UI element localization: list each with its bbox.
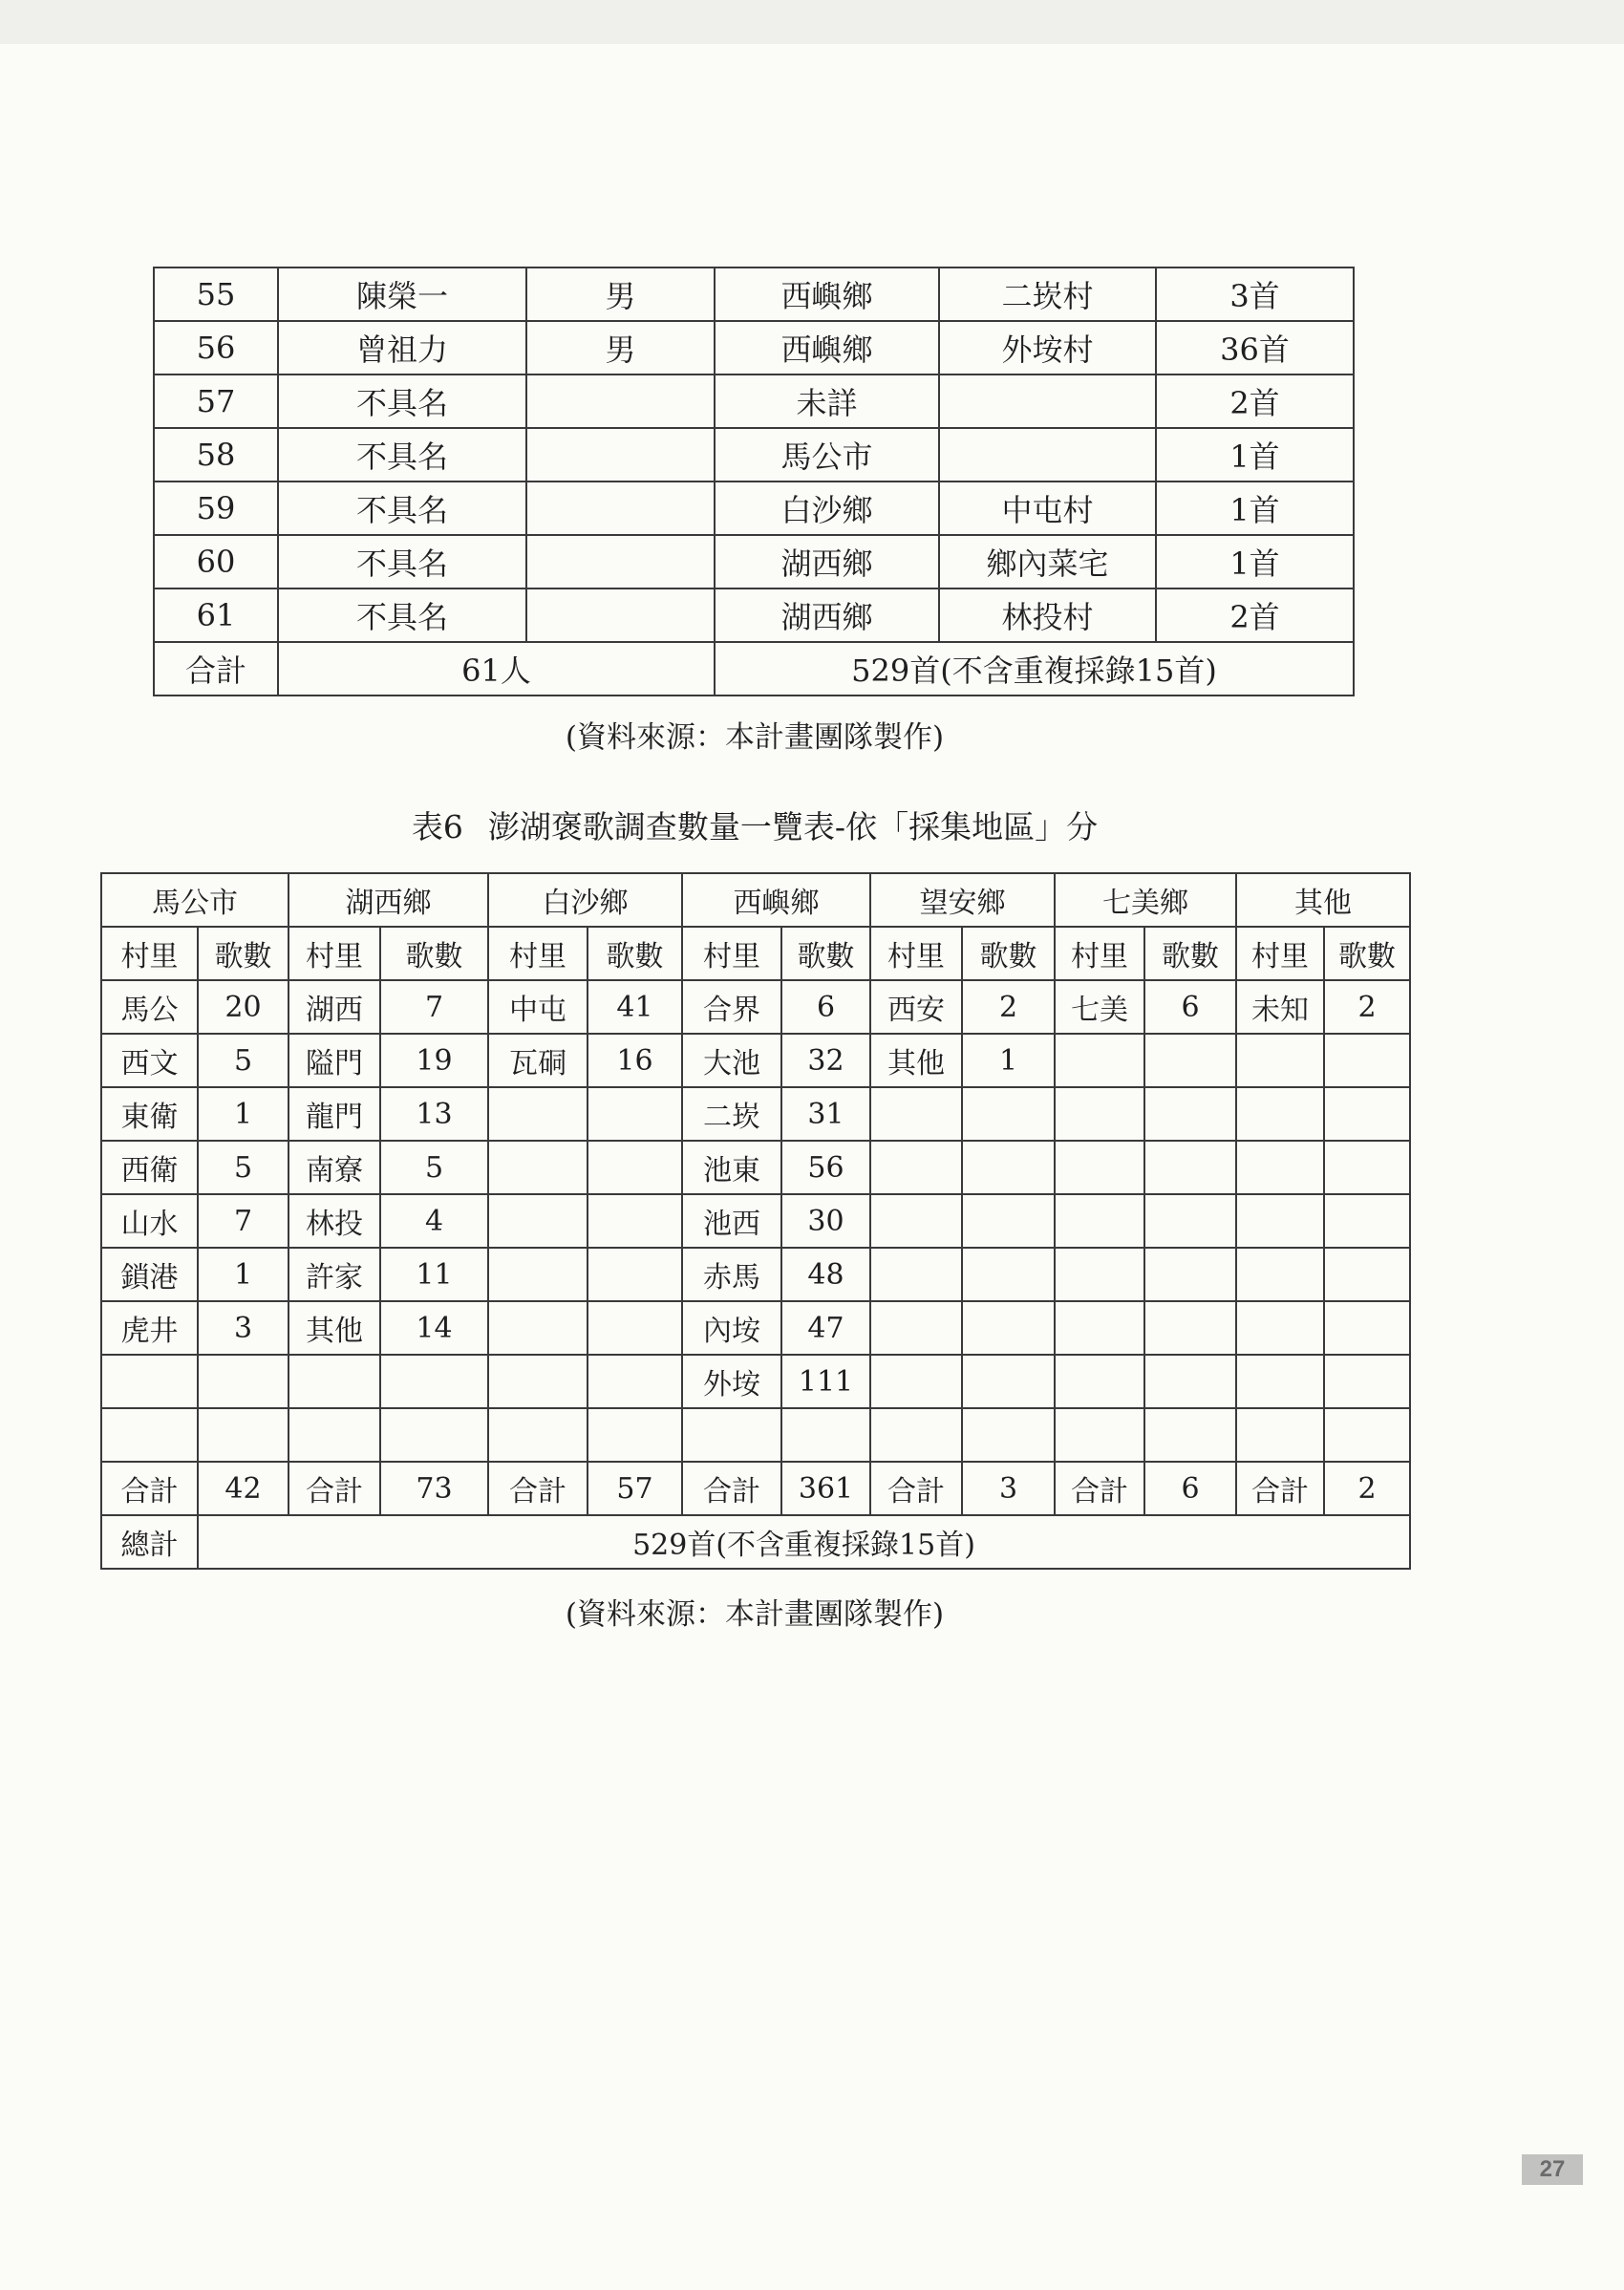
empty-cell <box>1324 1087 1410 1141</box>
empty-cell <box>1236 1248 1324 1301</box>
contributors-total-row <box>154 642 1354 696</box>
village-name-cell: 池西 <box>682 1194 781 1248</box>
village-name-cell: 山水 <box>101 1194 198 1248</box>
empty-cell <box>488 1248 588 1301</box>
contributor-township-cell: 湖西鄉 <box>715 589 939 642</box>
empty-cell <box>588 1141 682 1194</box>
village-count-cell: 2 <box>1324 980 1410 1034</box>
region-header-row <box>101 873 1410 927</box>
village-count-cell: 41 <box>588 980 682 1034</box>
contributor-songs-cell: 1首 <box>1156 428 1354 482</box>
region-total-value-cell: 3 <box>962 1462 1055 1515</box>
contributor-row <box>154 268 1354 321</box>
village-name-cell: 鎖港 <box>101 1248 198 1301</box>
total-label-cell: 合計 <box>154 642 278 696</box>
empty-cell <box>1144 1355 1236 1408</box>
region-total-label-cell: 合計 <box>870 1462 962 1515</box>
village-count-cell: 111 <box>781 1355 870 1408</box>
contributor-songs-cell: 1首 <box>1156 535 1354 589</box>
contributor-name-cell: 不具名 <box>278 535 526 589</box>
empty-cell <box>1144 1408 1236 1462</box>
contributor-no-cell: 58 <box>154 428 278 482</box>
village-name-cell: 東衛 <box>101 1087 198 1141</box>
contributor-songs-cell: 3首 <box>1156 268 1354 321</box>
empty-cell <box>588 1087 682 1141</box>
empty-cell <box>962 1141 1055 1194</box>
village-name-cell: 瓦硐 <box>488 1034 588 1087</box>
region-header-cell: 西嶼鄉 <box>682 873 870 927</box>
table6-source-caption: (資料來源：本計畫團隊製作) <box>565 1597 945 1632</box>
contributor-township-cell: 馬公市 <box>715 428 939 482</box>
contributor-name-cell: 不具名 <box>278 428 526 482</box>
village-row <box>101 1034 1410 1087</box>
empty-cell <box>488 1087 588 1141</box>
contributor-gender-cell: 男 <box>526 321 715 375</box>
empty-cell <box>588 1194 682 1248</box>
region-total-label-cell: 合計 <box>488 1462 588 1515</box>
empty-cell <box>288 1408 380 1462</box>
contributor-no-cell: 56 <box>154 321 278 375</box>
village-name-cell: 池東 <box>682 1141 781 1194</box>
village-row <box>101 1408 1410 1462</box>
table6-number: 表6 <box>411 808 463 845</box>
empty-cell <box>588 1355 682 1408</box>
empty-cell <box>962 1248 1055 1301</box>
contributor-songs-cell: 2首 <box>1156 589 1354 642</box>
contributor-songs-cell: 36首 <box>1156 321 1354 375</box>
village-name-cell: 其他 <box>288 1301 380 1355</box>
count-header-cell: 歌數 <box>588 927 682 980</box>
empty-cell <box>1324 1248 1410 1301</box>
region-total-label-cell: 合計 <box>1055 1462 1144 1515</box>
village-count-cell: 2 <box>962 980 1055 1034</box>
village-row <box>101 1194 1410 1248</box>
village-row <box>101 980 1410 1034</box>
contributor-row <box>154 428 1354 482</box>
empty-cell <box>1324 1141 1410 1194</box>
contributor-village-cell: 鄉內菜宅 <box>939 535 1156 589</box>
contributor-name-cell: 陳榮一 <box>278 268 526 321</box>
contributor-gender-cell <box>526 589 715 642</box>
village-name-cell: 七美 <box>1055 980 1144 1034</box>
village-count-cell: 1 <box>198 1087 288 1141</box>
village-name-cell: 西安 <box>870 980 962 1034</box>
grand-total-value-cell: 529首(不含重複採錄15首) <box>198 1515 1410 1569</box>
contributor-songs-cell: 2首 <box>1156 375 1354 428</box>
empty-cell <box>1236 1087 1324 1141</box>
empty-cell <box>588 1301 682 1355</box>
contributor-row <box>154 375 1354 428</box>
village-count-cell: 5 <box>198 1141 288 1194</box>
region-total-value-cell: 6 <box>1144 1462 1236 1515</box>
contributor-village-cell: 二崁村 <box>939 268 1156 321</box>
village-count-cell: 20 <box>198 980 288 1034</box>
village-row <box>101 1087 1410 1141</box>
village-header-cell: 村里 <box>682 927 781 980</box>
village-row <box>101 1248 1410 1301</box>
village-count-cell: 5 <box>198 1034 288 1087</box>
empty-cell <box>962 1355 1055 1408</box>
village-count-cell: 56 <box>781 1141 870 1194</box>
empty-cell <box>380 1408 488 1462</box>
empty-cell <box>682 1408 781 1462</box>
region-counts-table <box>100 872 1411 1570</box>
region-total-label-cell: 合計 <box>101 1462 198 1515</box>
empty-cell <box>488 1408 588 1462</box>
village-count-cell: 4 <box>380 1194 488 1248</box>
contributor-no-cell: 61 <box>154 589 278 642</box>
empty-cell <box>1055 1034 1144 1087</box>
village-row <box>101 1355 1410 1408</box>
contributor-songs-cell: 1首 <box>1156 482 1354 535</box>
contributor-township-cell: 西嶼鄉 <box>715 268 939 321</box>
empty-cell <box>101 1408 198 1462</box>
count-header-cell: 歌數 <box>1324 927 1410 980</box>
count-header-cell: 歌數 <box>962 927 1055 980</box>
village-name-cell: 赤馬 <box>682 1248 781 1301</box>
empty-cell <box>1236 1301 1324 1355</box>
village-name-cell: 西文 <box>101 1034 198 1087</box>
empty-cell <box>1144 1194 1236 1248</box>
empty-cell <box>870 1087 962 1141</box>
region-total-value-cell: 2 <box>1324 1462 1410 1515</box>
count-header-cell: 歌數 <box>781 927 870 980</box>
village-header-cell: 村里 <box>101 927 198 980</box>
empty-cell <box>1324 1301 1410 1355</box>
scan-top-band <box>0 0 1624 44</box>
contributor-row <box>154 535 1354 589</box>
empty-cell <box>1324 1034 1410 1087</box>
empty-cell <box>962 1087 1055 1141</box>
contributor-village-cell: 林投村 <box>939 589 1156 642</box>
contributor-village-cell: 外垵村 <box>939 321 1156 375</box>
contributor-no-cell: 59 <box>154 482 278 535</box>
village-count-cell: 14 <box>380 1301 488 1355</box>
empty-cell <box>1055 1248 1144 1301</box>
count-header-cell: 歌數 <box>1144 927 1236 980</box>
contributor-village-cell <box>939 375 1156 428</box>
empty-cell <box>380 1355 488 1408</box>
contributor-gender-cell <box>526 375 715 428</box>
village-count-cell: 48 <box>781 1248 870 1301</box>
empty-cell <box>1236 1034 1324 1087</box>
contributor-township-cell: 未詳 <box>715 375 939 428</box>
village-name-cell: 未知 <box>1236 980 1324 1034</box>
empty-cell <box>1144 1141 1236 1194</box>
grand-total-row <box>101 1515 1410 1569</box>
empty-cell <box>962 1301 1055 1355</box>
region-header-cell: 馬公市 <box>101 873 288 927</box>
region-counts-table-body <box>101 873 1410 1569</box>
empty-cell <box>870 1141 962 1194</box>
region-total-value-cell: 73 <box>380 1462 488 1515</box>
village-count-cell: 16 <box>588 1034 682 1087</box>
empty-cell <box>962 1408 1055 1462</box>
contributor-village-cell: 中屯村 <box>939 482 1156 535</box>
count-header-cell: 歌數 <box>380 927 488 980</box>
village-name-cell: 許家 <box>288 1248 380 1301</box>
region-total-row <box>101 1462 1410 1515</box>
region-total-label-cell: 合計 <box>288 1462 380 1515</box>
empty-cell <box>488 1355 588 1408</box>
contributors-table <box>153 267 1355 696</box>
village-count-cell: 1 <box>198 1248 288 1301</box>
village-name-cell: 龍門 <box>288 1087 380 1141</box>
empty-cell <box>1324 1194 1410 1248</box>
region-header-cell: 七美鄉 <box>1055 873 1236 927</box>
sub-header-row <box>101 927 1410 980</box>
village-row <box>101 1141 1410 1194</box>
page-number: 27 <box>1522 2154 1583 2185</box>
contributor-name-cell: 不具名 <box>278 482 526 535</box>
empty-cell <box>1144 1034 1236 1087</box>
village-count-cell: 47 <box>781 1301 870 1355</box>
empty-cell <box>1055 1355 1144 1408</box>
village-name-cell: 其他 <box>870 1034 962 1087</box>
region-header-cell: 白沙鄉 <box>488 873 682 927</box>
village-header-cell: 村里 <box>1055 927 1144 980</box>
village-name-cell: 大池 <box>682 1034 781 1087</box>
village-header-cell: 村里 <box>488 927 588 980</box>
village-header-cell: 村里 <box>288 927 380 980</box>
village-name-cell: 外垵 <box>682 1355 781 1408</box>
empty-cell <box>288 1355 380 1408</box>
empty-cell <box>1055 1301 1144 1355</box>
contributor-township-cell: 西嶼鄉 <box>715 321 939 375</box>
empty-cell <box>488 1301 588 1355</box>
village-name-cell: 隘門 <box>288 1034 380 1087</box>
village-name-cell: 二崁 <box>682 1087 781 1141</box>
village-name-cell: 合界 <box>682 980 781 1034</box>
table6-title <box>373 808 1137 846</box>
contributor-name-cell: 曾祖力 <box>278 321 526 375</box>
contributor-name-cell: 不具名 <box>278 589 526 642</box>
empty-cell <box>1144 1087 1236 1141</box>
contributor-name-cell: 不具名 <box>278 375 526 428</box>
empty-cell <box>198 1355 288 1408</box>
region-total-value-cell: 42 <box>198 1462 288 1515</box>
village-name-cell: 內垵 <box>682 1301 781 1355</box>
total-songs-cell: 529首(不含重複採錄15首) <box>715 642 1354 696</box>
empty-cell <box>1236 1141 1324 1194</box>
contributor-township-cell: 湖西鄉 <box>715 535 939 589</box>
village-name-cell: 西衛 <box>101 1141 198 1194</box>
village-count-cell: 32 <box>781 1034 870 1087</box>
contributor-gender-cell <box>526 428 715 482</box>
empty-cell <box>1055 1141 1144 1194</box>
empty-cell <box>1144 1248 1236 1301</box>
empty-cell <box>962 1194 1055 1248</box>
table6-title-text: 澎湖褒歌調查數量一覽表-依「採集地區」分 <box>487 808 1099 845</box>
empty-cell <box>870 1194 962 1248</box>
contributor-gender-cell <box>526 535 715 589</box>
village-count-cell: 1 <box>962 1034 1055 1087</box>
empty-cell <box>870 1301 962 1355</box>
count-header-cell: 歌數 <box>198 927 288 980</box>
contributor-gender-cell: 男 <box>526 268 715 321</box>
contributor-no-cell: 60 <box>154 535 278 589</box>
contributors-table-body <box>154 268 1354 642</box>
contributor-no-cell: 57 <box>154 375 278 428</box>
empty-cell <box>588 1248 682 1301</box>
village-count-cell: 6 <box>781 980 870 1034</box>
empty-cell <box>1324 1355 1410 1408</box>
village-count-cell: 13 <box>380 1087 488 1141</box>
empty-cell <box>1236 1408 1324 1462</box>
empty-cell <box>1324 1408 1410 1462</box>
village-count-cell: 7 <box>198 1194 288 1248</box>
village-count-cell: 3 <box>198 1301 288 1355</box>
village-name-cell: 南寮 <box>288 1141 380 1194</box>
contributor-row <box>154 321 1354 375</box>
empty-cell <box>488 1194 588 1248</box>
contributor-no-cell: 55 <box>154 268 278 321</box>
empty-cell <box>781 1408 870 1462</box>
village-count-cell: 19 <box>380 1034 488 1087</box>
empty-cell <box>870 1355 962 1408</box>
village-row <box>101 1301 1410 1355</box>
region-total-label-cell: 合計 <box>682 1462 781 1515</box>
grand-total-label-cell: 總計 <box>101 1515 198 1569</box>
region-header-cell: 湖西鄉 <box>288 873 488 927</box>
village-name-cell: 虎井 <box>101 1301 198 1355</box>
region-header-cell: 望安鄉 <box>870 873 1055 927</box>
village-name-cell: 馬公 <box>101 980 198 1034</box>
empty-cell <box>198 1408 288 1462</box>
village-header-cell: 村里 <box>1236 927 1324 980</box>
village-name-cell: 中屯 <box>488 980 588 1034</box>
region-total-value-cell: 57 <box>588 1462 682 1515</box>
village-count-cell: 30 <box>781 1194 870 1248</box>
empty-cell <box>101 1355 198 1408</box>
village-name-cell: 湖西 <box>288 980 380 1034</box>
empty-cell <box>1055 1087 1144 1141</box>
village-count-cell: 31 <box>781 1087 870 1141</box>
empty-cell <box>1055 1408 1144 1462</box>
contributor-township-cell: 白沙鄉 <box>715 482 939 535</box>
contributor-row <box>154 482 1354 535</box>
village-count-cell: 11 <box>380 1248 488 1301</box>
empty-cell <box>1055 1194 1144 1248</box>
contributor-row <box>154 589 1354 642</box>
empty-cell <box>870 1408 962 1462</box>
total-persons-cell: 61人 <box>278 642 715 696</box>
empty-cell <box>588 1408 682 1462</box>
contributor-village-cell <box>939 428 1156 482</box>
village-count-cell: 7 <box>380 980 488 1034</box>
contributor-gender-cell <box>526 482 715 535</box>
village-count-cell: 6 <box>1144 980 1236 1034</box>
empty-cell <box>870 1248 962 1301</box>
region-header-cell: 其他 <box>1236 873 1410 927</box>
village-header-cell: 村里 <box>870 927 962 980</box>
empty-cell <box>1236 1355 1324 1408</box>
village-name-cell: 林投 <box>288 1194 380 1248</box>
empty-cell <box>1236 1194 1324 1248</box>
village-count-cell: 5 <box>380 1141 488 1194</box>
region-total-label-cell: 合計 <box>1236 1462 1324 1515</box>
region-total-value-cell: 361 <box>781 1462 870 1515</box>
empty-cell <box>488 1141 588 1194</box>
empty-cell <box>1144 1301 1236 1355</box>
table5-source-caption: (資料來源：本計畫團隊製作) <box>565 720 945 755</box>
